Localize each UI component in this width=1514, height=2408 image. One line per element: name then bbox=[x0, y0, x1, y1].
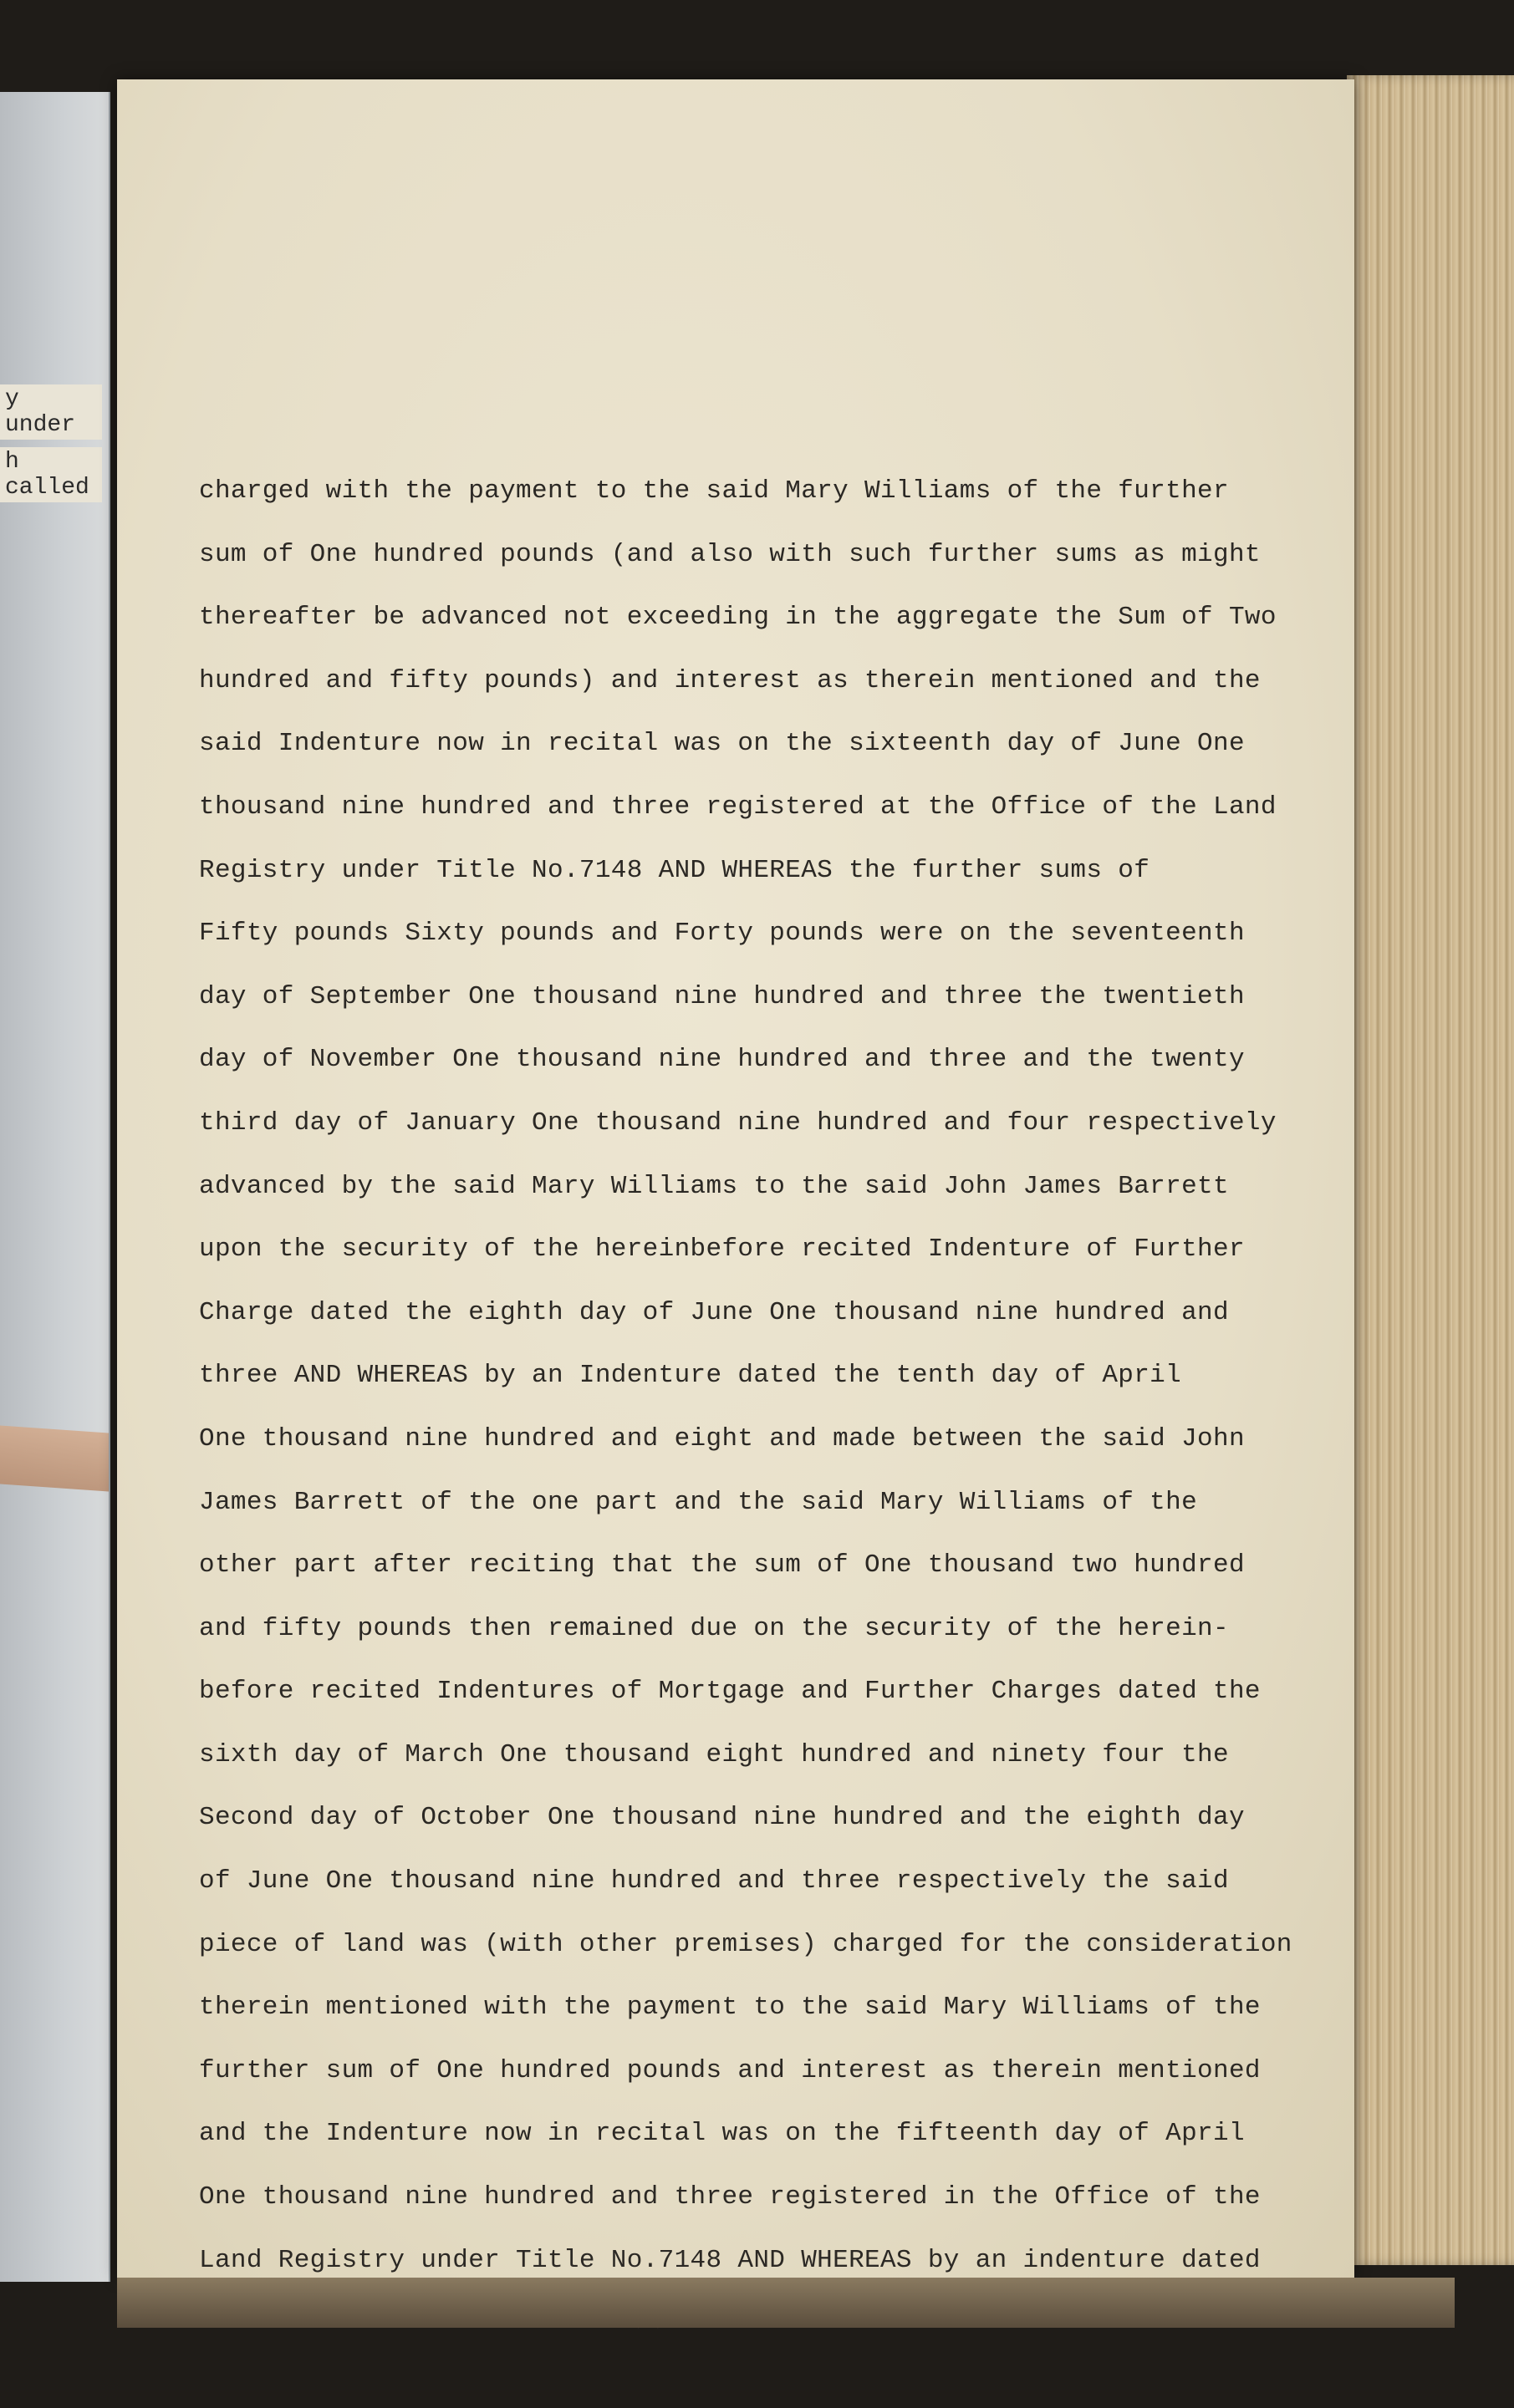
text-line: sum of One hundred pounds (and also with such further sums as might bbox=[199, 539, 1261, 569]
text-line: Registry under Title No.7148 AND WHEREAS the further sums of bbox=[199, 855, 1150, 885]
previous-page-fragment-1: y under bbox=[0, 384, 102, 440]
text-line: and fifty pounds then remained due on the security of the herein- bbox=[199, 1613, 1229, 1643]
text-line: piece of land was (with other premises) charged for the consideration bbox=[199, 1929, 1292, 1959]
previous-page-fragment-2: h called bbox=[0, 447, 102, 502]
text-line: day of September One thousand nine hundred and three the twentieth bbox=[199, 981, 1245, 1011]
text-line: Land Registry under Title No.7148 AND WHEREAS by an indenture dated bbox=[199, 2245, 1261, 2275]
text-line: therein mentioned with the payment to the said Mary Williams of the bbox=[199, 1993, 1261, 2023]
text-line: upon the security of the hereinbefore recited Indenture of Further bbox=[199, 1235, 1245, 1265]
text-line: thousand nine hundred and three registered at the Office of the Land bbox=[199, 792, 1277, 822]
previous-page-edge bbox=[0, 92, 110, 2282]
text-line: charged with the payment to the said Mary Williams of the further bbox=[199, 476, 1229, 506]
page-stack-edge bbox=[1347, 75, 1514, 2265]
text-line: sixth day of March One thousand eight hundred and ninety four the bbox=[199, 1739, 1229, 1769]
text-line: of June One thousand nine hundred and three respectively the said bbox=[199, 1866, 1229, 1896]
document-page bbox=[117, 79, 1354, 2278]
text-line: Charge dated the eighth day of June One thousand nine hundred and bbox=[199, 1297, 1229, 1327]
typed-body-text bbox=[199, 460, 1319, 2292]
text-line: and the Indenture now in recital was on the fifteenth day of April bbox=[199, 2119, 1245, 2149]
book-bottom-edge bbox=[117, 2278, 1455, 2328]
text-line: Fifty pounds Sixty pounds and Forty pounds were on the seventeenth bbox=[199, 919, 1245, 949]
text-line: said Indenture now in recital was on the sixteenth day of June One bbox=[199, 729, 1245, 759]
text-line: three AND WHEREAS by an Indenture dated the tenth day of April bbox=[199, 1361, 1182, 1391]
text-line: James Barrett of the one part and the said Mary Williams of the bbox=[199, 1487, 1198, 1517]
text-line: third day of January One thousand nine hundred and four respectively bbox=[199, 1107, 1277, 1138]
text-line: day of November One thousand nine hundred and three and the twenty bbox=[199, 1045, 1245, 1075]
text-line: Second day of October One thousand nine hundred and the eighth day bbox=[199, 1803, 1245, 1833]
text-line: advanced by the said Mary Williams to the said John James Barrett bbox=[199, 1171, 1229, 1201]
text-line: further sum of One hundred pounds and interest as therein mentioned bbox=[199, 2055, 1261, 2085]
paper-tab bbox=[0, 1425, 109, 1491]
text-line: thereafter be advanced not exceeding in the aggregate the Sum of Two bbox=[199, 603, 1277, 633]
text-line: other part after reciting that the sum of One thousand two hundred bbox=[199, 1550, 1245, 1581]
text-line: before recited Indentures of Mortgage and Further Charges dated the bbox=[199, 1677, 1261, 1707]
text-line: hundred and fifty pounds) and interest as therein mentioned and the bbox=[199, 665, 1261, 695]
text-line: One thousand nine hundred and three registered in the Office of the bbox=[199, 2182, 1261, 2212]
text-line: One thousand nine hundred and eight and made between the said John bbox=[199, 1423, 1245, 1453]
